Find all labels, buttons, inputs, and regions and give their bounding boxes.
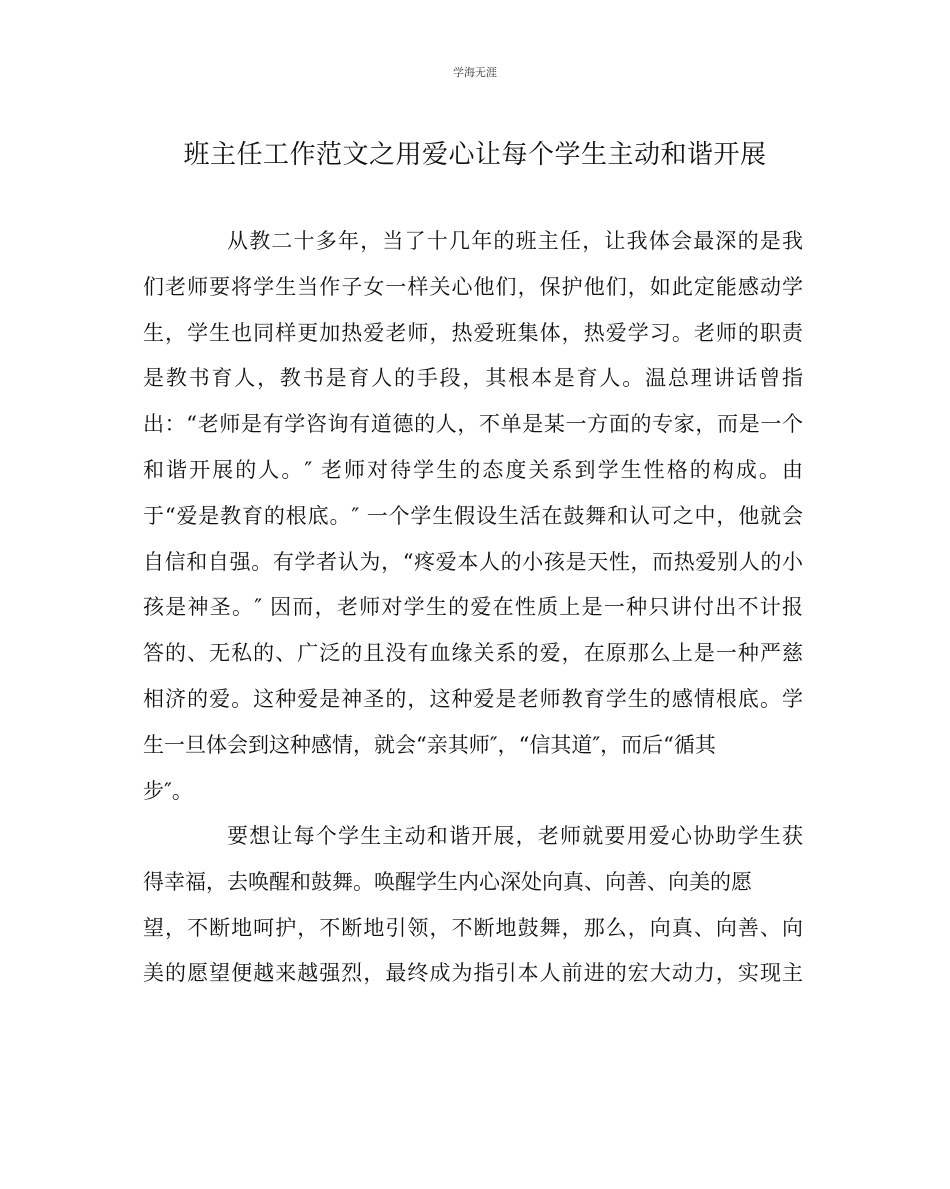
running-header: 学海无涯 <box>453 66 497 79</box>
text-line: 要想让每个学生主动和谐开展，老师就要用爱心协助学生获 <box>227 824 803 848</box>
text-line: 步″。 <box>143 778 193 803</box>
text-line: 是教书育人，教书是育人的手段，其根本是育人。温总理讲话曾指 <box>143 366 803 391</box>
text-line: 自信和自强。有学者认为，“疼爱本人的小孩是天性，而热爱别人的小 <box>143 549 803 574</box>
text-line: 得幸福，去唤醒和鼓舞。唤醒学生内心深处向真、向善、向美的愿 <box>143 869 752 894</box>
text-line: 们老师要将学生当作子女一样关心他们，保护他们，如此定能感动学 <box>143 274 803 299</box>
text-line: 孩是神圣。″ 因而，老师对学生的爱在性质上是一种只讲付出不计报 <box>143 595 803 620</box>
text-line: 答的、无私的、广泛的且没有血缘关系的爱，在原那么上是一种严慈 <box>143 641 803 666</box>
text-line: 相济的爱。这种爱是神圣的，这种爱是老师教育学生的感情根底。学 <box>143 686 803 711</box>
text-line: 生一旦体会到这种感情，就会“亲其师″，“信其道″，而后“循其 <box>143 732 716 757</box>
text-line: 从教二十多年，当了十几年的班主任，让我体会最深的是我 <box>227 229 803 253</box>
text-line: 出：“老师是有学咨询有道德的人，不单是某一方面的专家，而是一个 <box>143 412 803 437</box>
text-line: 生，学生也同样更加热爱老师，热爱班集体，热爱学习。老师的职责 <box>143 320 803 345</box>
document-title: 班主任工作范文之用爱心让每个学生主动和谐开展 <box>183 140 767 170</box>
text-line: 望，不断地呵护，不断地引领，不断地鼓舞，那么，向真、向善、向 <box>143 915 803 940</box>
text-line: 和谐开展的人。″ 老师对待学生的态度关系到学生性格的构成。由 <box>143 457 803 482</box>
text-line: 于“爱是教育的根底。″ 一个学生假设生活在鼓舞和认可之中，他就会 <box>143 503 803 528</box>
paragraph-2 <box>143 814 803 997</box>
paragraph-1 <box>143 219 803 814</box>
text-line: 美的愿望便越来越强烈，最终成为指引本人前进的宏大动力，实现主 <box>143 961 803 986</box>
